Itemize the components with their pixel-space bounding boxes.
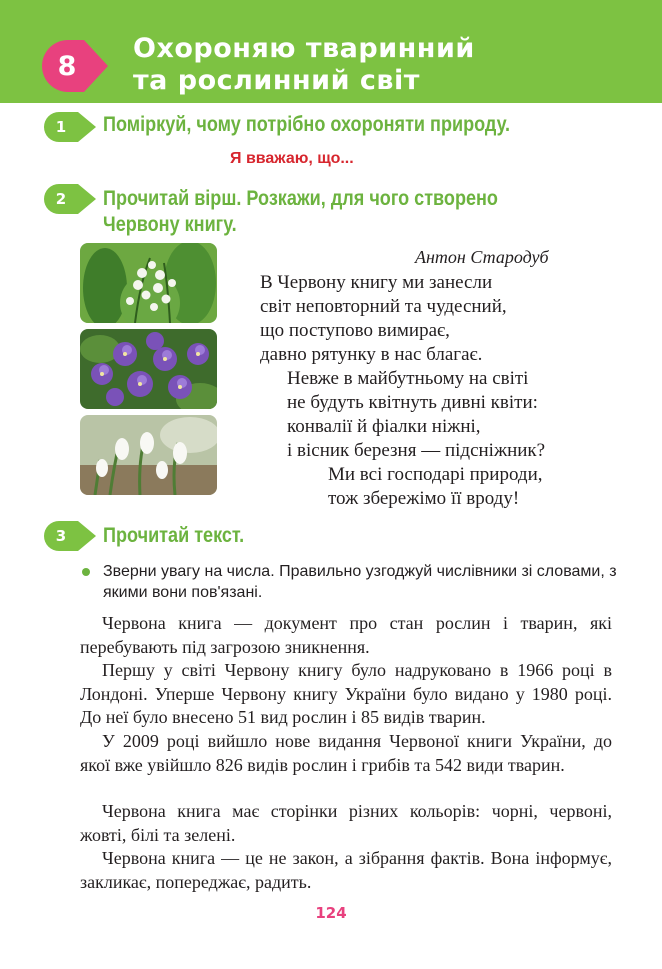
violets-photo [80, 329, 217, 409]
poem-line: Невже в майбутньому на світі [287, 368, 529, 389]
poem-line: давно рятунку в нас благає. [260, 344, 483, 365]
text-paragraph: У 2009 році вийшло нове видання Червоної книги України, до якої вже увійшло 826 видів рослин і грибів та 542 види тварин. [80, 731, 612, 775]
poem-line: що поступово вимирає, [260, 320, 450, 341]
text-paragraph: Першу у світі Червону книгу було надруковано в 1966 році в Лондоні. Уперше Червону книгу України було видано у 1980 році. До неї було внесено 51 вид рослин і 85 видів тварин. [80, 660, 612, 727]
poem-line: конвалії й фіалки ніжні, [287, 416, 481, 437]
task-1-title: Поміркуй, чому потрібно охороняти природу. [103, 113, 511, 136]
lesson-title-line-1: Охороняю тваринний [133, 33, 475, 64]
text-paragraph: Червона книга — документ про стан рослин і тварин, які перебувають під загрозою зникнення. [80, 613, 612, 657]
poem-line: Ми всі господарі природи, [328, 464, 543, 485]
task-2-title: Прочитай вірш. Розкажи, для чого створено Червону книгу. [103, 187, 498, 236]
task-3-number: 3 [55, 527, 67, 545]
lesson-title [133, 33, 475, 97]
bullet-icon [82, 568, 90, 576]
poem-line: і вісник березня — підсніжник? [287, 440, 546, 461]
task-2-number: 2 [55, 190, 67, 208]
poem-line: тож збережімо її вроду! [328, 488, 520, 509]
lesson-title-line-2: та рослинний світ [133, 65, 420, 96]
poem-line: світ неповторний та чудесний, [260, 296, 507, 317]
lesson-number: 8 [57, 51, 77, 82]
poem-line: не будуть квітнуть дивні квіти: [287, 392, 538, 413]
poem-line: В Червону книгу ми занесли [260, 272, 493, 293]
lily-of-the-valley-photo [80, 243, 217, 323]
task-1-prompt: Я вважаю, що... [230, 150, 354, 167]
text-paragraph: Червона книга — це не закон, а зібрання фактів. Вона інформує, закликає, попереджає, радить. [80, 848, 612, 892]
task-1-number: 1 [55, 118, 67, 136]
poem-author: Антон Стародуб [415, 247, 549, 267]
page-number: 124 [315, 904, 347, 922]
snowdrops-photo [80, 415, 217, 495]
task-3-note: Зверни увагу на числа. Правильно узгоджуй числівники зі словами, з якими вони пов'язані. [103, 563, 617, 601]
task-3-title: Прочитай текст. [103, 524, 245, 547]
text-paragraph: Червона книга має сторінки різних кольорів: чорні, червоні, жовті, білі та зелені. [80, 801, 612, 845]
